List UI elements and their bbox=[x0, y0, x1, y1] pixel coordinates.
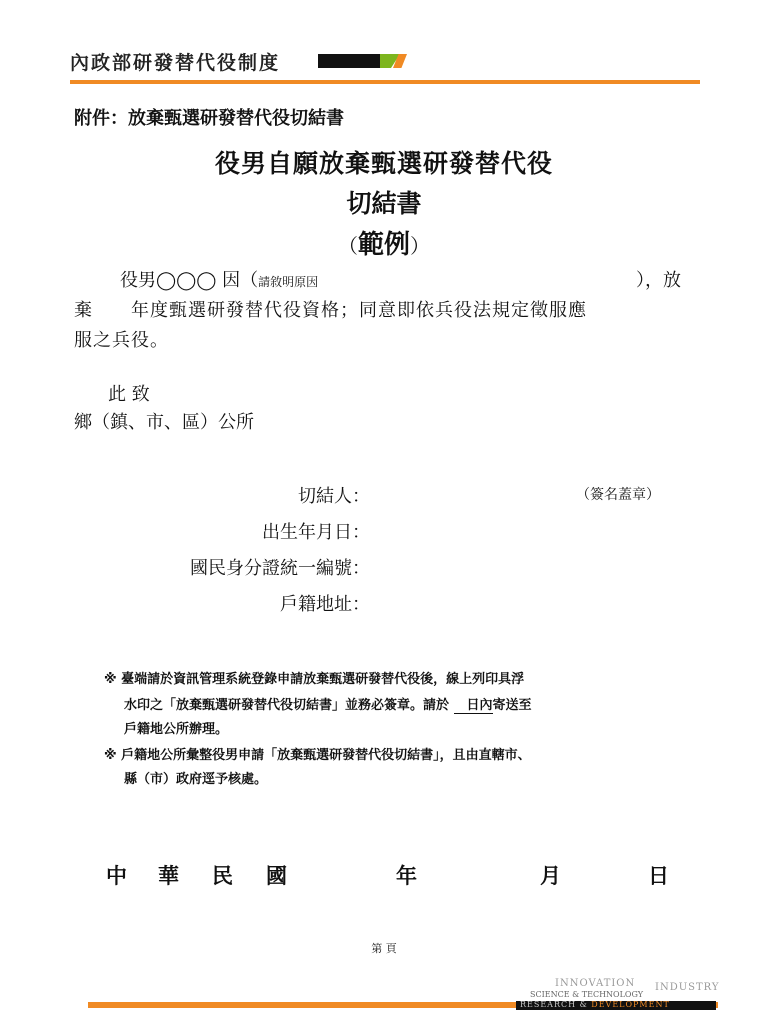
note2-line1: ※ 戶籍地公所彙整役男申請「放棄甄選研發替代役切結書」，且由直轄市、 bbox=[104, 748, 531, 763]
example-label: 範例 bbox=[357, 230, 410, 260]
date-min: 民 bbox=[212, 864, 233, 888]
logo-research-development bbox=[520, 1000, 670, 1009]
attachment-label: 附件：放棄甄選研發替代役切結書 bbox=[74, 108, 344, 129]
header-black-block bbox=[318, 54, 380, 68]
note1-line2 bbox=[124, 694, 532, 713]
document-title-line1: 役男自願放棄甄選研發替代役 bbox=[214, 149, 553, 178]
document-title-line2: 切結書 bbox=[346, 189, 422, 218]
logo-research: RESEARCH & bbox=[520, 1000, 592, 1009]
days-blank: 日內 bbox=[453, 698, 493, 713]
date-month: 月 bbox=[540, 864, 561, 888]
note1-line3: 戶籍地公所辦理。 bbox=[124, 722, 229, 737]
logo-innovation: INNOVATION bbox=[555, 978, 636, 989]
example-paren-open: （ bbox=[337, 234, 358, 258]
closing-recipient: 鄉（鎮、市、區）公所 bbox=[74, 412, 254, 433]
page-number: 第 頁 bbox=[371, 942, 397, 955]
statement-line3: 服之兵役。 bbox=[74, 330, 169, 351]
signer-label: 切結人： bbox=[298, 486, 370, 507]
reason-hint: 請敘明原因 bbox=[258, 275, 319, 289]
note1-line2-end: 寄送至 bbox=[492, 698, 532, 713]
header-title: 內政部研發替代役制度 bbox=[70, 52, 281, 74]
date-day: 日 bbox=[648, 864, 669, 888]
note1-line2-text: 水印之「放棄甄選研發替代役切結書」並務必簽章。請於 bbox=[124, 698, 454, 713]
date-zhong: 中 bbox=[106, 864, 127, 888]
closing-ci-zhi: 此 致 bbox=[108, 384, 150, 405]
logo-science-tech: SCIENCE & TECHNOLOGY bbox=[530, 990, 644, 999]
statement-line2: 棄 年度甄選研發替代役資格；同意即依兵役法規定徵服應 bbox=[74, 300, 587, 321]
logo-industry: INDUSTRY bbox=[655, 982, 720, 993]
example-paren-close: ） bbox=[410, 234, 430, 258]
date-guo: 國 bbox=[266, 864, 287, 888]
note2-line2: 縣（市）政府逕予核處。 bbox=[124, 772, 268, 787]
statement-line1-prefix bbox=[120, 266, 318, 292]
date-hua: 華 bbox=[158, 864, 179, 888]
sign-seal-note: （簽名蓋章） bbox=[576, 487, 660, 503]
birth-date-label: 出生年月日： bbox=[262, 522, 370, 543]
header-orange-rule bbox=[70, 80, 700, 84]
date-year: 年 bbox=[396, 864, 417, 888]
logo-development: DEVELOPMENT bbox=[591, 1000, 670, 1009]
statement-line1-suffix: ），放 bbox=[636, 270, 681, 291]
note1-line1: ※ 臺端請於資訊管理系統登錄申請放棄甄選研發替代役後，線上列印具浮 bbox=[104, 672, 525, 687]
address-label: 戶籍地址： bbox=[280, 594, 370, 615]
document-title-example bbox=[0, 224, 768, 261]
id-number-label: 國民身分證統一編號： bbox=[190, 558, 370, 579]
statement-prefix-text: 役男◯◯◯ 因（ bbox=[120, 270, 259, 291]
